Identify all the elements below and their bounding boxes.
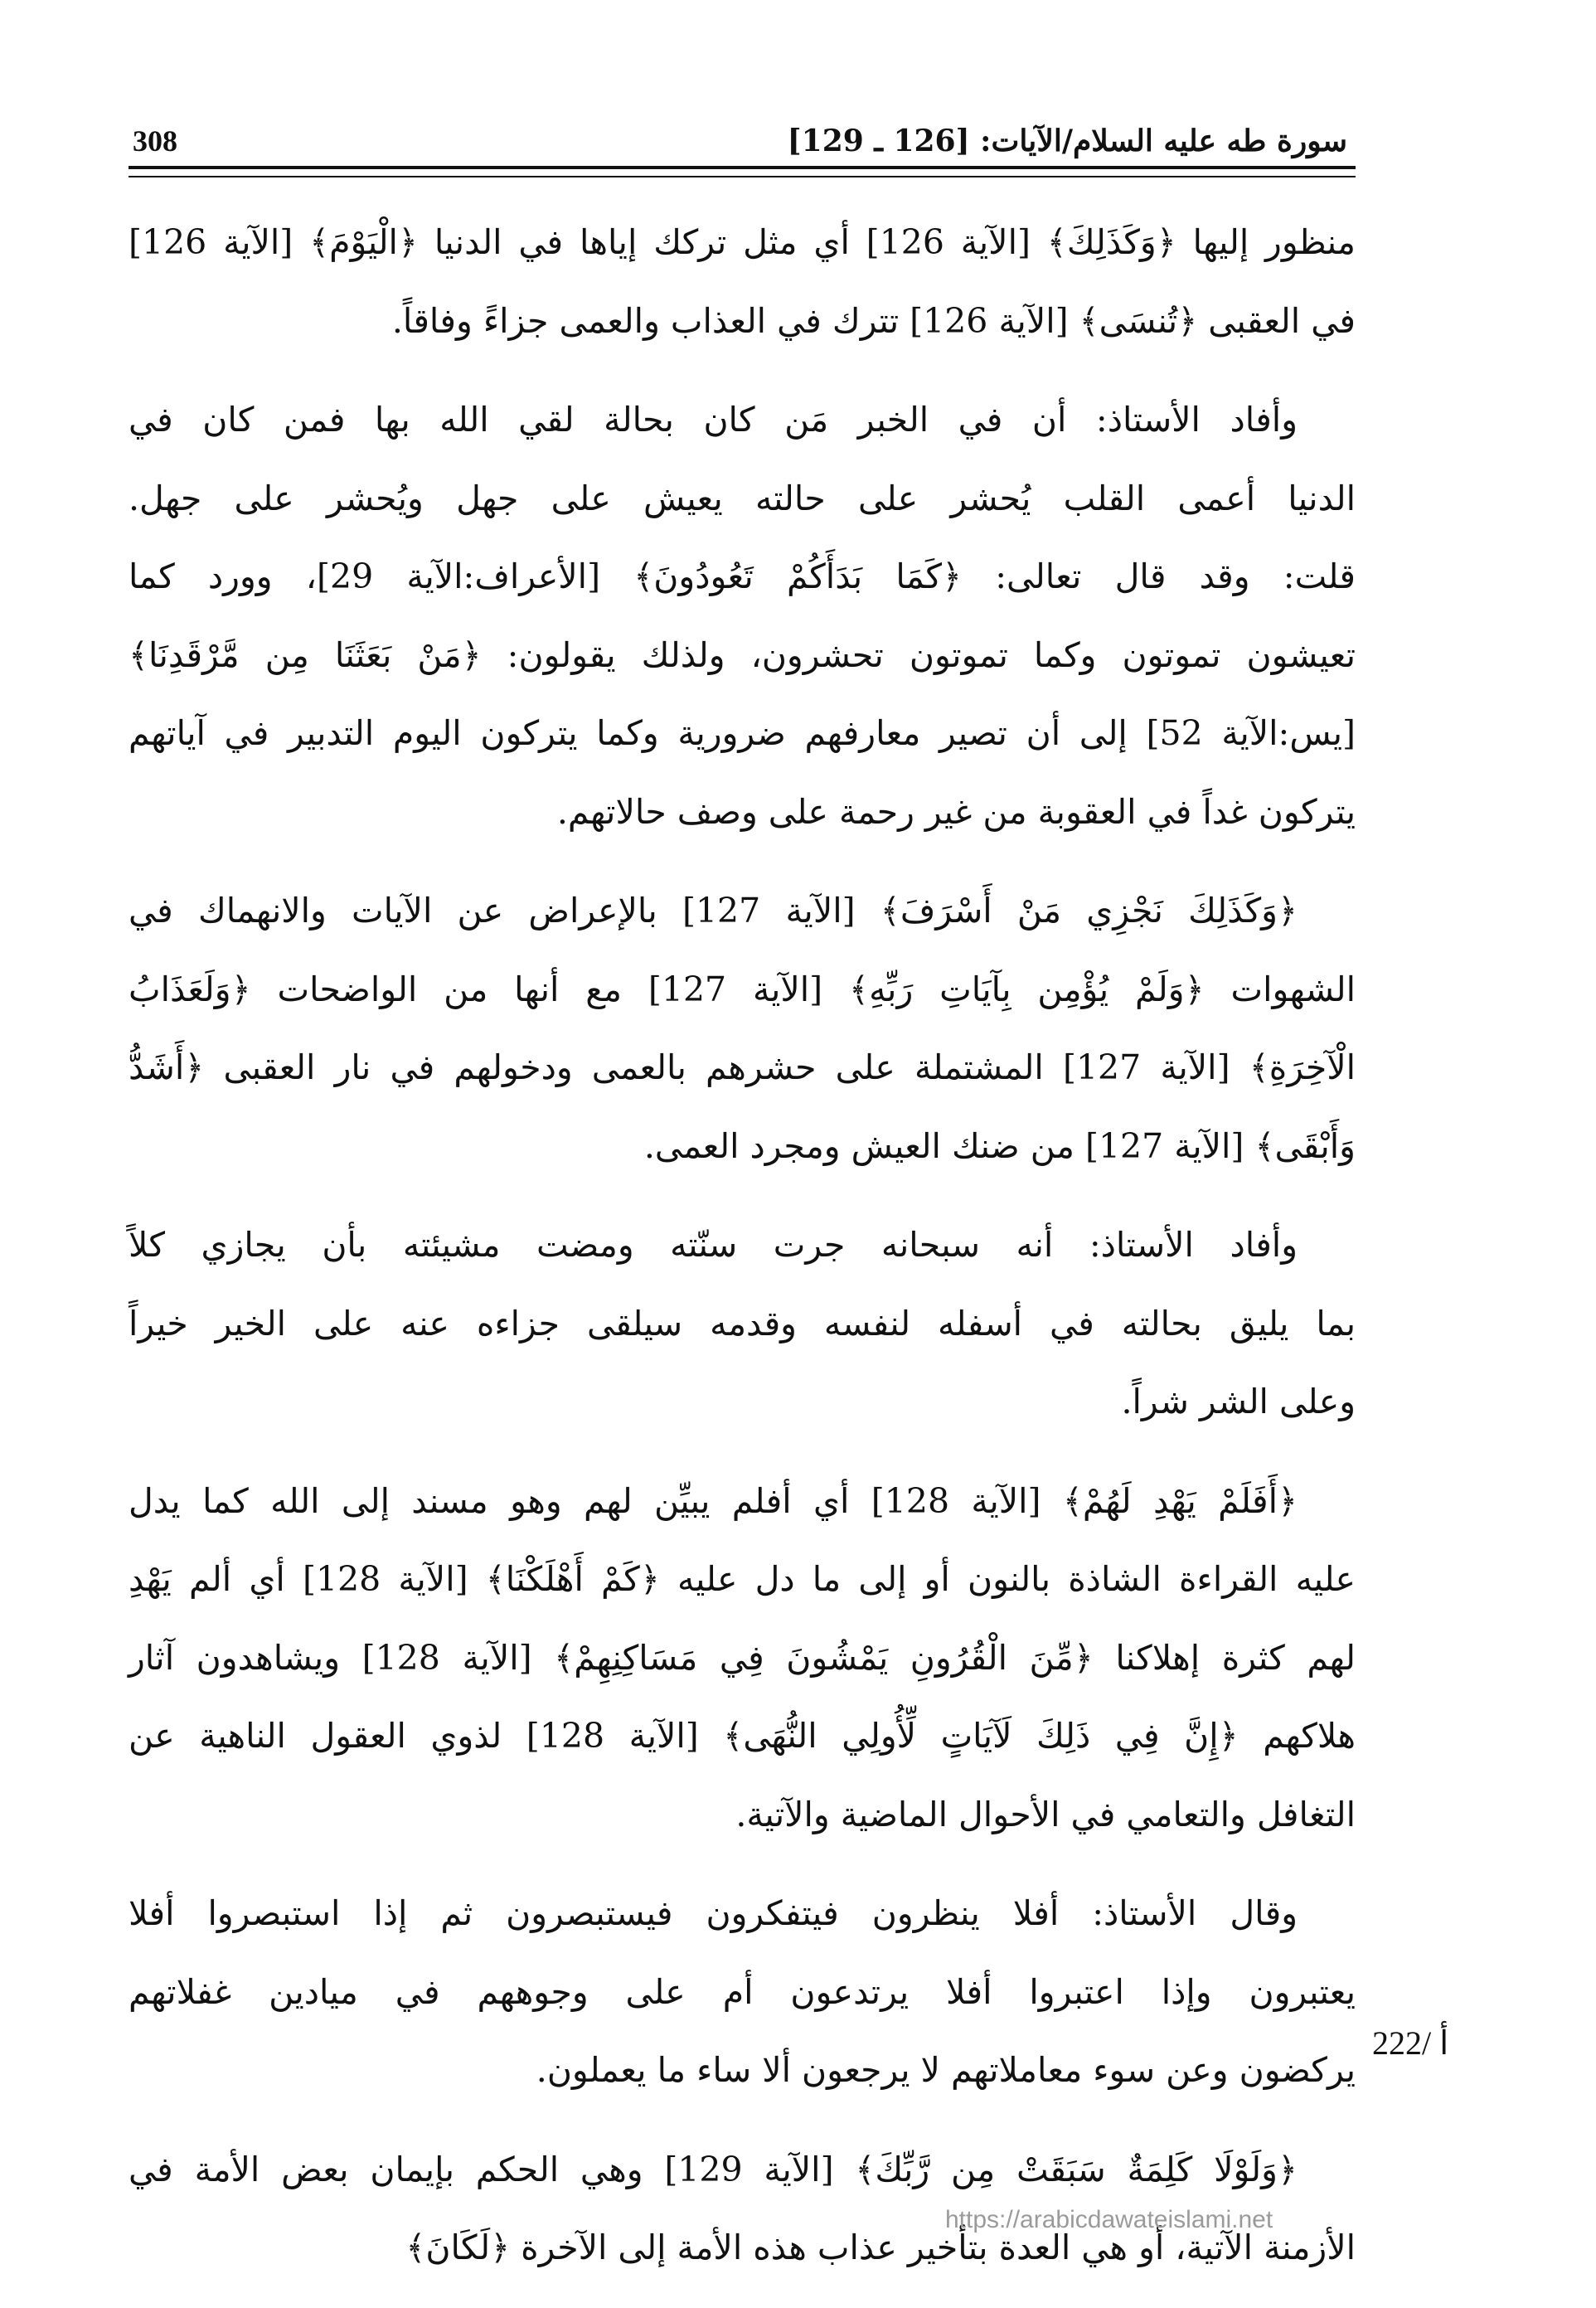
text-line: قلت: وقد قال تعالى: ﴿كَمَا بَدَأَكُمْ تَعُودُونَ﴾ [الأعراف:الآية 29]، وورد كما bbox=[129, 556, 1356, 596]
text-line: وعلى الشر شراً. bbox=[1121, 1382, 1356, 1421]
margin-note: 222/ أ bbox=[1372, 2024, 1449, 2062]
text-line: تعيشون تموتون وكما تموتون تحشرون، ولذلك يقولون: ﴿مَنْ بَعَثَنَا مِن مَّرْقَدِنَا﴾ bbox=[129, 634, 1356, 675]
header-rule-thick bbox=[129, 166, 1356, 169]
page-header bbox=[129, 112, 1356, 170]
text-line: بما يليق بحالته في أسفله لنفسه وقدمه سيلقى جزاءه عنه على الخير خيراً bbox=[129, 1303, 1356, 1343]
text-line: هلاكهم ﴿إِنَّ فِي ذَلِكَ لَآيَاتٍ لِّأُولِي النُّهَى﴾ [الآية 128] لذوي العقول الناهية عن bbox=[129, 1716, 1356, 1756]
text-line: يعتبرون وإذا اعتبروا أفلا يرتدعون أم على وجوههم في ميادين غفلاتهم bbox=[129, 1971, 1356, 2012]
text-line: وقال الأستاذ: أفلا ينظرون فيتفكرون فيستبصرون ثم إذا استبصروا أفلا bbox=[129, 1893, 1298, 1933]
paragraph bbox=[129, 1874, 1356, 2110]
text-line: يركضون وعن سوء معاملاتهم لا يرجعون ألا ساء ما يعملون. bbox=[536, 2050, 1356, 2090]
page-body bbox=[129, 203, 1356, 2308]
text-line: عليه القراءة الشاذة بالنون أو إلى ما دل عليه ﴿كَمْ أَهْلَكْنَا﴾ [الآية 128] أي ألم يَهْدِ bbox=[129, 1559, 1356, 1599]
paragraph bbox=[129, 1462, 1356, 1854]
text-line: وأفاد الأستاذ: أنه سبحانه جرت سنّته ومضت مشيئته بأن يجازي كلاً bbox=[129, 1225, 1298, 1265]
text-line: في العقبى ﴿تُنسَى﴾ [الآية 126] تترك في العذاب والعمى جزاءً وفاقاً. bbox=[391, 300, 1356, 341]
text-line: ﴿وَلَوْلَا كَلِمَةٌ سَبَقَتْ مِن رَّبِّكَ﴾ [الآية 129] وهي الحكم بإيمان بعض الأمة في bbox=[129, 2149, 1298, 2189]
text-line: لهم كثرة إهلاكنا ﴿مِّنَ الْقُرُونِ يَمْشُونَ فِي مَسَاكِنِهِمْ﴾ [الآية 128] ويشاهدون آثار bbox=[129, 1637, 1356, 1678]
text-line: يتركون غداً في العقوبة من غير رحمة على وصف حالاتهم. bbox=[556, 791, 1356, 832]
paragraph bbox=[129, 203, 1356, 360]
page-number: 308 bbox=[133, 124, 177, 158]
header-rule-thin bbox=[129, 176, 1356, 177]
text-line: الشهوات ﴿وَلَمْ يُؤْمِن بِآيَاتِ رَبِّهِ﴾ [الآية 127] مع أنها من الواضحات ﴿وَلَعَذَابُ bbox=[129, 969, 1356, 1009]
text-line: [يس:الآية 52] إلى أن تصير معارفهم ضرورية وكما يتركون اليوم التدبير في آياتهم bbox=[129, 713, 1356, 753]
text-line: الأزمنة الآتية، أو هي العدة بتأخير عذاب هذه الأمة إلى الآخرة ﴿لَكَانَ﴾ bbox=[405, 2228, 1356, 2267]
text-line: وَأَبْقَى﴾ [الآية 127] من ضنك العيش ومجرد العمى. bbox=[643, 1125, 1356, 1166]
text-line: وأفاد الأستاذ: أن في الخبر مَن كان بحالة لقي الله بها فمن كان في bbox=[129, 400, 1298, 440]
header-title: سورة طه عليه السلام/الآيات: [126 ـ 129] bbox=[787, 124, 1347, 158]
watermark-url: https://arabicdawateislami.net bbox=[945, 2206, 1273, 2233]
text-line: منظور إليها ﴿وَكَذَلِكَ﴾ [الآية 126] أي مثل تركك إياها في الدنيا ﴿الْيَوْمَ﴾ [الآية 126] bbox=[129, 222, 1356, 262]
text-line: ﴿أَفَلَمْ يَهْدِ لَهُمْ﴾ [الآية 128] أي أفلم يبيِّن لهم وهو مسند إلى الله كما يدل bbox=[129, 1480, 1298, 1521]
paragraph bbox=[129, 1206, 1356, 1441]
text-line: التغافل والتعامي في الأحوال الماضية والآتية. bbox=[735, 1794, 1356, 1834]
text-line: الْآخِرَةِ﴾ [الآية 127] المشتملة على حشرهم بالعمى ودخولهم في نار العقبى ﴿أَشَدُّ bbox=[129, 1047, 1356, 1087]
text-line: ﴿وَكَذَلِكَ نَجْزِي مَنْ أَسْرَفَ﴾ [الآية 127] بالإعراض عن الآيات والانهماك في bbox=[129, 891, 1298, 930]
text-line: الدنيا أعمى القلب يُحشر على حالته يعيش على جهل ويُحشر على جهل. bbox=[129, 478, 1356, 518]
paragraph bbox=[129, 872, 1356, 1185]
paragraph bbox=[129, 381, 1356, 851]
